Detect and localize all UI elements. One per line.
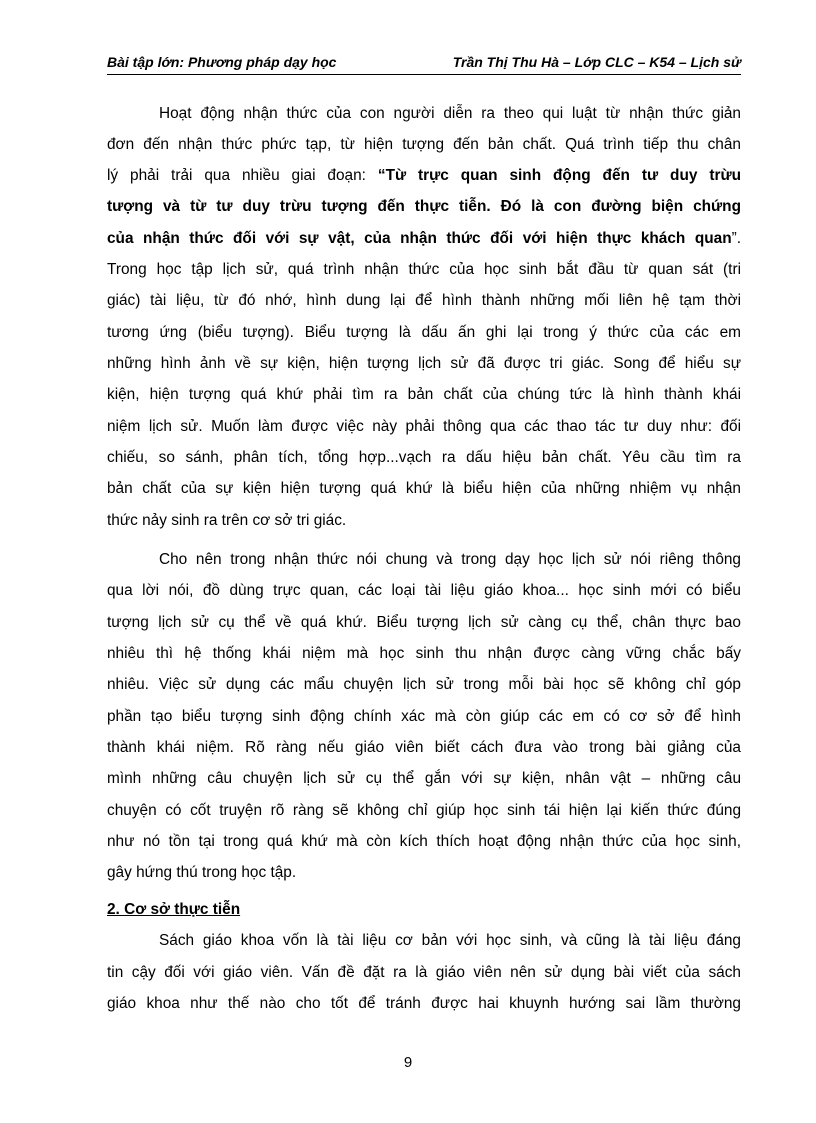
paragraph-2-line: phần tạo biểu tượng sinh động chính xác mà còn giúp các em có cơ sở để hình — [107, 708, 741, 725]
paragraph-2-line: Cho nên trong nhận thức nói chung và trong dạy học lịch sử nói riêng thông — [159, 551, 741, 568]
header-author-info: Trần Thị Thu Hà – Lớp CLC – K54 – Lịch sử — [452, 54, 741, 70]
paragraph-1-line: Trong học tập lịch sử, quá trình nhận thức của học sinh bắt đầu từ quan sát (tri — [107, 261, 741, 278]
paragraph-1-line: tương ứng (biểu tượng). Biểu tượng là dấu ấn ghi lại trong ý thức của các em — [107, 324, 741, 341]
paragraph-3-line: tin cậy đối với giáo viên. Vấn đề đặt ra là giáo viên nên sử dụng bài viết của sách — [107, 964, 741, 981]
paragraph-3-line: giáo khoa như thế nào cho tốt để tránh được hai khuynh hướng sai lầm thường — [107, 995, 741, 1012]
paragraph-1-line: Hoạt động nhận thức của con người diễn ra theo qui luật từ nhận thức giản — [159, 105, 741, 122]
paragraph-1-text: lý phải trải qua nhiều giai đoạn: — [107, 167, 378, 184]
page-number: 9 — [403, 1054, 413, 1071]
quote-bold-text: “Từ trực quan sinh động đến tư duy trừu — [377, 167, 741, 184]
paragraph-2-line: thành khái niệm. Rõ ràng nếu giáo viên biết cách đưa vào trong bài giảng của — [107, 739, 741, 756]
header-course-title: Bài tập lớn: Phương pháp dạy học — [107, 54, 337, 70]
paragraph-2-line: như nó tồn tại trong quá khứ mà còn kích thích hoạt động nhận thức của học sinh, — [107, 833, 741, 850]
paragraph-2-line: mình những câu chuyện lịch sử cụ thể gắn với sự kiện, nhân vật – những câu — [107, 770, 741, 787]
section-heading: 2. Cơ sở thực tiễn — [107, 901, 241, 918]
paragraph-1-line: giác) tài liệu, từ đó nhớ, hình dung lại để hình thành những mối liên hệ tạm thời — [107, 292, 741, 309]
paragraph-1-line: chiếu, so sánh, phân tích, tổng hợp...vạch ra dấu hiệu bản chất. Yêu cầu tìm ra — [107, 449, 741, 466]
quote-close: ”. — [731, 230, 741, 247]
quote-bold-text: tượng và từ tư duy trừu tượng đến thực tiễn. Đó là con đường biện chứng — [107, 198, 741, 215]
paragraph-2-line: nhiêu. Việc sử dụng các mẩu chuyện lịch sử trong mỗi bài học sẽ không chỉ góp — [107, 676, 741, 693]
paragraph-1-line: thức nảy sinh ra trên cơ sở tri giác. — [107, 512, 347, 529]
paragraph-2-line: nhiêu thì hệ thống khái niệm mà học sinh thu nhận được càng vững chắc bấy — [107, 645, 741, 662]
paragraph-1-line: kiện, hiện tượng quá khứ phải tìm ra bản chất của chúng tức là hình thành khái — [107, 386, 741, 403]
paragraph-1-line: những hình ảnh về sự kiện, hiện tượng lịch sử đã được tri giác. Song để hiểu sự — [107, 355, 741, 372]
paragraph-1-line: đơn đến nhận thức phức tạp, từ hiện tượng đến bản chất. Quá trình tiếp thu chân — [107, 136, 741, 153]
paragraph-2-line: chuyện có cốt truyện rõ ràng sẽ không chỉ giúp học sinh tái hiện lại kiến thức đúng — [107, 802, 741, 819]
paragraph-1-line — [107, 163, 741, 189]
paragraph-2-line: gây hứng thú trong học tập. — [107, 864, 297, 881]
page-header — [107, 52, 741, 75]
paragraph-2-line: qua lời nói, đồ dùng trực quan, các loại tài liệu giáo khoa... học sinh mới có biểu — [107, 582, 741, 599]
paragraph-1-line: niệm lịch sử. Muốn làm được việc này phải thông qua các thao tác tư duy như: đối — [107, 418, 741, 435]
paragraph-3-line: Sách giáo khoa vốn là tài liệu cơ bản với học sinh, và cũng là tài liệu đáng — [159, 932, 741, 949]
paragraph-1-line: bản chất của sự kiện hiện tượng quá khứ là biểu hiện của những nhiệm vụ nhận — [107, 480, 741, 497]
quote-bold-text: của nhận thức đối với sự vật, của nhận thức đối với hiện thực khách quan — [107, 230, 732, 247]
paragraph-1-line — [107, 194, 741, 220]
paragraph-1-line — [107, 226, 741, 252]
paragraph-2-line: tượng lịch sử cụ thể về quá khứ. Biểu tượng lịch sử càng cụ thể, chân thực bao — [107, 614, 741, 631]
